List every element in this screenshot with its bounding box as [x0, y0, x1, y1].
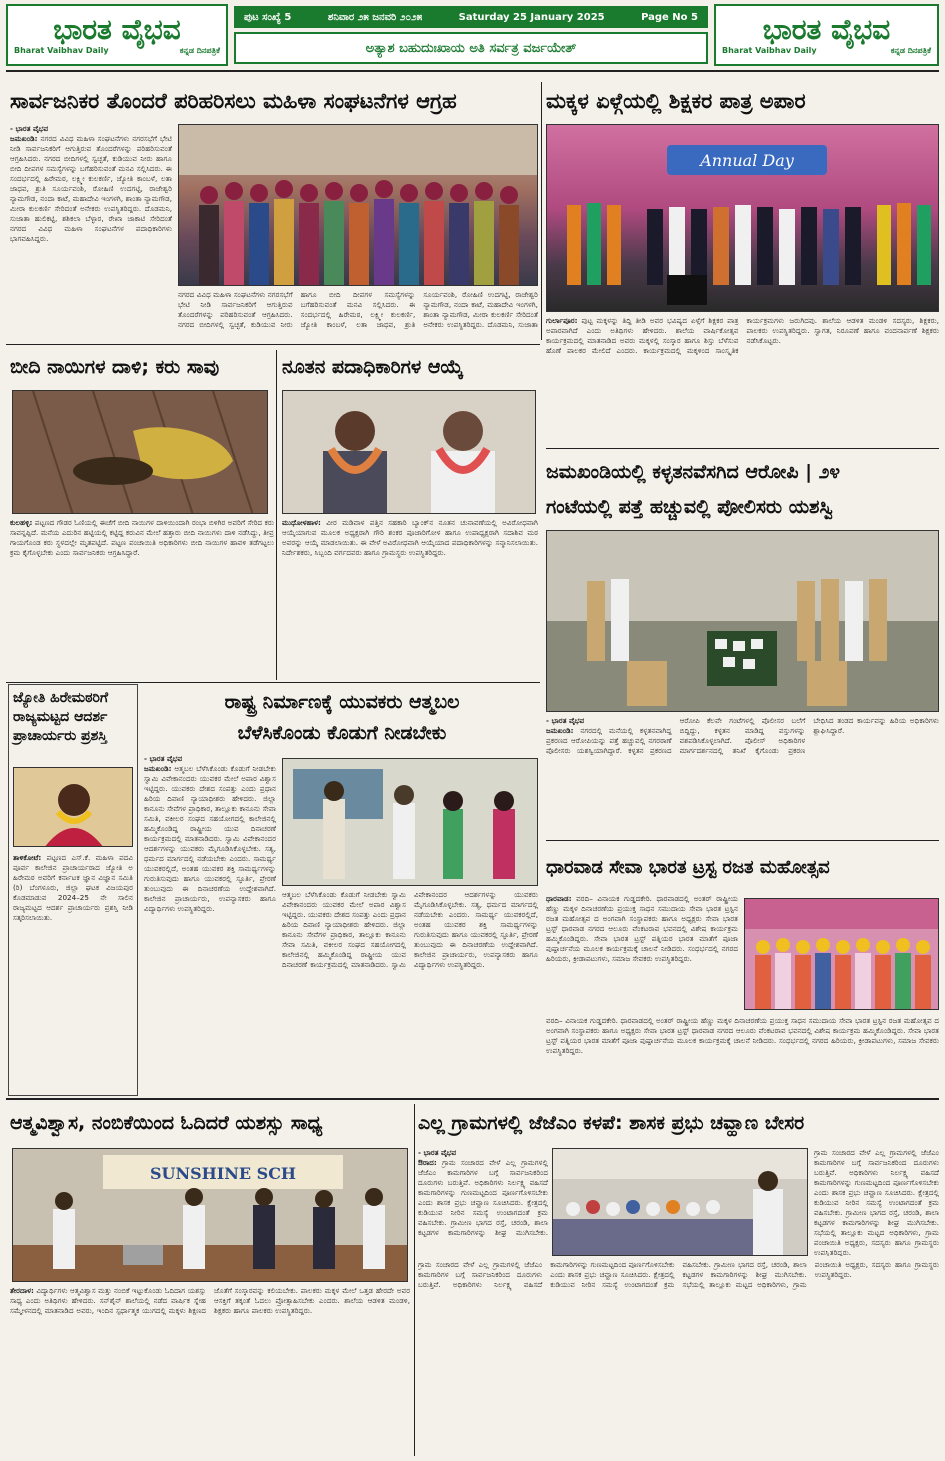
masthead-title-right: ಭಾರತ ವೈಭವ — [762, 13, 891, 46]
article-6-photo — [13, 767, 133, 847]
article-10-byline: - ಭಾರತ ವೈಭವ — [418, 1148, 457, 1157]
article-10-headline: ಎಲ್ಲ ಗ್ರಾಮಗಳಲ್ಲಿ ಜೆಜೆಎಂ ಕಳಪೆ: ಶಾಸಕ ಪ್ರಭು ಚವ್ಹಾಣ ಬೇಸರ — [418, 1112, 805, 1134]
article-7-headline — [144, 686, 540, 748]
article-4-headline: ನೂತನ ಪದಾಧಿಕಾರಿಗಳ ಆಯ್ಕೆ — [282, 356, 464, 378]
issue-meta-bar — [234, 6, 708, 28]
school-function-stage-photo — [13, 1149, 408, 1282]
article-10-body-a: - ಭಾರತ ವೈಭವ ಔರಾದ: ಗ್ರಾಮ ಸಂಚಾರದ ವೇಳೆ ಎಲ್ಲ ಗ್ರಾಮಗಳಲ್ಲಿ ಜೆಜೆಎಂ ಕಾಮಗಾರಿಗಳ ಬಗ್ಗೆ ಸಾರ್ವಜನಿಕರಿಂದ ದೂರುಗಳು ಬರುತ್ತಿವೆ. ಅಧಿಕಾರಿಗಳು ನಿರ್ಲಕ್ಷ್ಯ ವಹಿಸದೆ ಕಾಮಗಾರಿಗಳನ್ನು ಗುಣಮಟ್ಟದಿಂದ ಪೂರ್ಣಗೊಳಿಸಬೇಕು ಎಂದು ಶಾಸಕ ಪ್ರಭು ಚವ್ಹಾಣ ಸೂಚಿಸಿದರು. ಕ್ಷೇತ್ರದಲ್ಲಿ ಕುಡಿಯುವ ನೀರಿನ ಸಮಸ್ಯೆ ಉಂಟಾಗದಂತೆ ಕ್ರಮ ವಹಿಸಬೇಕು. ಗ್ರಾಮೀಣ ಭಾಗದ ರಸ್ತೆ, ಚರಂಡಿ, ಶಾಲಾ ಕಟ್ಟಡಗಳ ಕಾಮಗಾರಿಗಳನ್ನು ಶೀಘ್ರ ಮುಗಿಸಬೇಕು. — [418, 1148, 548, 1237]
divider-right-1 — [546, 448, 939, 449]
date-en: Saturday 25 January 2025 — [458, 11, 605, 23]
rajata-mahotsava-group-photo — [745, 899, 939, 1010]
col-divider-bottom — [414, 1104, 415, 1456]
article-1-byline: - ಭಾರತ ವೈಭವ — [10, 124, 49, 133]
col-divider-mid — [276, 350, 277, 680]
article-3-body: ಕುಲಹಳ್ಳಿ: ಪಟ್ಟಣದ ಗೌಡರ ಓಣಿಯಲ್ಲಿ ಈಚೆಗೆ ಬೀದಿ ನಾಯಿಗಳ ದಾಳಿಯಿಂದಾಗಿ ರಂಭಾ ಬಿಳಿಗಿರ ಅವರಿಗೆ ಸೇರಿದ ಕರು ಸಾವನ್ನಪ್ಪಿದೆ. ಮನೆಯ ಎದುರಿನ ಹಟ್ಟಿಯಲ್ಲಿ ಕಟ್ಟಿದ್ದ ಕರುವಿನ ಮೇಲೆ ಹತ್ತಾರು ಬೀದಿ ನಾಯಿಗಳು ದಾಳಿ ನಡೆಸಿದ್ದು, ತೀವ್ರ ಗಾಯಗೊಂಡ ಕರು ಸ್ಥಳದಲ್ಲೇ ಮೃತಪಟ್ಟಿದೆ. ಪಟ್ಟಣ ಪಂಚಾಯಿತಿ ಅಧಿಕಾರಿಗಳು ಬೀದಿ ನಾಯಿಗಳ ಹಾವಳಿ ತಡೆಗಟ್ಟಲು ಕ್ರಮ ಕೈಗೊಳ್ಳಬೇಕು ಎಂದು ಸಾರ್ವಜನಿಕರು ಆಗ್ರಹಿಸಿದ್ದಾರೆ. — [10, 518, 274, 557]
masthead-subtitle-en-right: Bharat Vaibhav Daily — [722, 46, 817, 55]
sunshine-school-banner: SUNSHINE SCH — [149, 1164, 297, 1183]
article-8-headline: ಧಾರವಾಡ ಸೇವಾ ಭಾರತ ಟ್ರಸ್ಟ ರಜತ ಮಹೋತ್ಸವ — [546, 856, 830, 878]
article-1-body-continued: ನಗರದ ವಿವಿಧ ಮಹಿಳಾ ಸಂಘಟನೆಗಳು ನಗರಸಭೆಗೆ ಭೇಟಿ ನೀಡಿ ಸಾರ್ವಜನಿಕರಿಗೆ ಆಗುತ್ತಿರುವ ತೊಂದರೆಗಳನ್ನು ಪರಿಹರಿಸುವಂತೆ ಆಗ್ರಹಿಸಿದರು. ನಗರದ ಬೀದಿಗಳಲ್ಲಿ ಸ್ವಚ್ಛತೆ, ಕುಡಿಯುವ ನೀರು ಹಾಗೂ ಬೀದಿ ದೀಪಗಳ ಸಮಸ್ಯೆಗಳನ್ನು ಬಗೆಹರಿಸುವಂತೆ ಮನವಿ ಸಲ್ಲಿಸಿದರು. ಈ ಸಂದರ್ಭದಲ್ಲಿ ಹಿರೇಮಠ, ಲಕ್ಷ್ಮೀ ಕುಲಕರ್ಣಿ, ಜ್ಯೋತಿ ಕಾಂಬಳೆ, ಲತಾ ಜಾಧವ, ಶ್ರುತಿ ಸೂರ್ಯವಂಶಿ, ರೋಹಿಣಿ ಉದಗಟ್ಟಿ, ರಾಜೇಶ್ವರಿ ನ್ಯಾಮಗೌಡ, ನಂದಾ ಕಾಟೆ, ಮಹಾದೇವಿ ಇಂಗಳಗಿ, ಶಾಂತಾ ನ್ಯಾಮಗೌಡ, ಮೀರಾ ಕುಲಕರ್ಣಿ ಸೇರಿದಂತೆ ಅನೇಕರು ಉಪಸ್ಥಿತರಿದ್ದರು. ದೊಡಮನಿ, ಸುಜಾತಾ — [178, 290, 538, 329]
article-1-headline: ಸಾರ್ವಜನಿಕರ ತೊಂದರೆ ಪರಿಹರಿಸಲು ಮಹಿಳಾ ಸಂಘಟನೆಗಳ ಆಗ್ರಹ — [10, 88, 457, 113]
article-5-headline — [546, 454, 939, 524]
article-10-body-b: ಗ್ರಾಮ ಸಂಚಾರದ ವೇಳೆ ಎಲ್ಲ ಗ್ರಾಮಗಳಲ್ಲಿ ಜೆಜೆಎಂ ಕಾಮಗಾರಿಗಳ ಬಗ್ಗೆ ಸಾರ್ವಜನಿಕರಿಂದ ದೂರುಗಳು ಬರುತ್ತಿವೆ. ಅಧಿಕಾರಿಗಳು ನಿರ್ಲಕ್ಷ್ಯ ವಹಿಸದೆ ಕಾಮಗಾರಿಗಳನ್ನು ಗುಣಮಟ್ಟದಿಂದ ಪೂರ್ಣಗೊಳಿಸಬೇಕು ಎಂದು ಶಾಸಕ ಪ್ರಭು ಚವ್ಹಾಣ ಸೂಚಿಸಿದರು. ಕ್ಷೇತ್ರದಲ್ಲಿ ಕುಡಿಯುವ ನೀರಿನ ಸಮಸ್ಯೆ ಉಂಟಾಗದಂತೆ ಕ್ರಮ ವಹಿಸಬೇಕು. ಗ್ರಾಮೀಣ ಭಾಗದ ರಸ್ತೆ, ಚರಂಡಿ, ಶಾಲಾ ಕಟ್ಟಡಗಳ ಕಾಮಗಾರಿಗಳನ್ನು ಶೀಘ್ರ ಮುಗಿಸಬೇಕು. ಸಭೆಯಲ್ಲಿ ತಾಲ್ಲೂಕು ಮಟ್ಟದ ಅಧಿಕಾರಿಗಳು, ಗ್ರಾಮ ಪಂಚಾಯಿತಿ ಅಧ್ಯಕ್ಷರು, ಸದಸ್ಯರು ಹಾಗೂ ಗ್ರಾಮಸ್ಥರು ಉಪಸ್ಥಿತರಿದ್ದರು. — [814, 1148, 939, 1256]
masthead-subtitle-kn-right: ಕನ್ನಡ ದಿನಪತ್ರಿಕೆ — [890, 46, 931, 55]
article-8-photo — [744, 898, 939, 1010]
article-9-body: ತೇರದಾಳ: ವಿದ್ಯಾರ್ಥಿಗಳು ಆತ್ಮವಿಶ್ವಾಸ ಮತ್ತು ನಂಬಿಕೆ ಇಟ್ಟುಕೊಂಡು ಓದಿದಾಗ ಯಶಸ್ಸು ಸಾಧ್ಯ ಎಂದು ಅತಿಥಿಗಳು ಹೇಳಿದರು. ಸನ್‌ಶೈನ್ ಶಾಲೆಯಲ್ಲಿ ನಡೆದ ವಾರ್ಷಿಕ ಸ್ನೇಹ ಸಮ್ಮೇಳನದಲ್ಲಿ ಮಾತನಾಡಿದ ಅವರು, ಇಂದಿನ ಸ್ಪರ್ಧಾತ್ಮಕ ಯುಗದಲ್ಲಿ ಮಕ್ಕಳು ಶಿಕ್ಷಣದ ಜೊತೆಗೆ ಸಂಸ್ಕಾರವನ್ನು ಕಲಿಯಬೇಕು. ಪಾಲಕರು ಮಕ್ಕಳ ಮೇಲೆ ಒತ್ತಡ ಹೇರದೇ ಅವರ ಆಸಕ್ತಿಗೆ ತಕ್ಕಂತೆ ಓದಲು ಪ್ರೋತ್ಸಾಹಿಸಬೇಕು ಎಂದರು. ಶಾಲೆಯ ಆಡಳಿತ ಮಂಡಳಿ, ಶಿಕ್ಷಕರು ಹಾಗೂ ಪಾಲಕರು ಉಪಸ್ಥಿತರಿದ್ದರು. — [10, 1286, 410, 1315]
masthead-logo-left — [6, 4, 228, 66]
divider-row-2 — [6, 682, 540, 683]
divider-row-3 — [6, 1098, 939, 1100]
article-7-headline-line2: ಬೆಳೆಸಿಕೊಂಡು ಕೊಡುಗೆ ನೀಡಬೇಕು — [237, 721, 447, 744]
article-7-headline-line1: ರಾಷ್ಟ್ರ ನಿರ್ಮಾಣಕ್ಕೆ ಯುವಕರು ಆತ್ಮಬಲ — [224, 690, 460, 713]
principal-portrait — [14, 768, 133, 847]
article-2-headline: ಮಕ್ಕಳ ಏಳ್ಗೆಯಲ್ಲಿ ಶಿಕ್ಷಕರ ಪಾತ್ರ ಅಪಾರ — [546, 88, 806, 113]
article-2-body: ಗುರ್ಲಾಪೂರ: ಪುಟ್ಟ ಮಕ್ಕಳನ್ನು ತಿದ್ದಿ ತೀಡಿ ಅವರ ಭವಿಷ್ಯದ ಏಳ್ಗೆಗೆ ಶಿಕ್ಷಕರ ಪಾತ್ರ ಅಪಾರವಾಗಿದೆ ಎಂದು ಅತಿಥಿಗಳು ಹೇಳಿದರು. ಶಾಲೆಯ ವಾರ್ಷಿಕೋತ್ಸವ ಕಾರ್ಯಕ್ರಮದಲ್ಲಿ ಮಾತನಾಡಿದ ಅವರು ಮಕ್ಕಳಲ್ಲಿ ಸಂಸ್ಕಾರ ಹಾಗೂ ಶಿಸ್ತು ಬೆಳೆಸುವ ಹೊಣೆ ಪಾಲಕರ ಮೇಲಿದೆ ಎಂದರು. ಕಾರ್ಯಕ್ರಮದಲ್ಲಿ ಮಕ್ಕಳಿಂದ ಸಾಂಸ್ಕೃತಿಕ ಕಾರ್ಯಕ್ರಮಗಳು ಜರುಗಿದವು. ಶಾಲೆಯ ಆಡಳಿತ ಮಂಡಳಿ ಸದಸ್ಯರು, ಶಿಕ್ಷಕರು, ಪಾಲಕರು ಉಪಸ್ಥಿತರಿದ್ದರು. ಸ್ವಾಗತ, ನಿರೂಪಣೆ ಹಾಗೂ ವಂದನಾರ್ಪಣೆ ಶಿಕ್ಷಕರು ನಡೆಸಿಕೊಟ್ಟರು. — [546, 316, 939, 355]
youth-day-event-photo — [283, 759, 538, 886]
article-5-headline-line2: ಗಂಟೆಯಲ್ಲಿ ಪತ್ತೆ ಹಚ್ಚುವಲ್ಲಿ ಪೋಲಿಸರು ಯಶಸ್ವಿ — [546, 495, 833, 518]
article-5-headline-line1: ಜಮಖಂಡಿಯಲ್ಲಿ ಕಳ್ಳತನವೆಸಗಿದ ಆರೋಪಿ | ೨೪ — [546, 460, 840, 483]
article-1-body-a — [10, 124, 172, 286]
article-5-dateline: ಜಮಖಂಡಿ: — [546, 726, 574, 735]
article-1-body: ನಗರದ ವಿವಿಧ ಮಹಿಳಾ ಸಂಘಟನೆಗಳು ನಗರಸಭೆಗೆ ಭೇಟಿ ನೀಡಿ ಸಾರ್ವಜನಿಕರಿಗೆ ಆಗುತ್ತಿರುವ ತೊಂದರೆಗಳನ್ನು ಪರಿಹರಿಸುವಂತೆ ಆಗ್ರಹಿಸಿದರು. ನಗರದ ಬೀದಿಗಳಲ್ಲಿ ಸ್ವಚ್ಛತೆ, ಕುಡಿಯುವ ನೀರು ಹಾಗೂ ಬೀದಿ ದೀಪಗಳ ಸಮಸ್ಯೆಗಳನ್ನು ಬಗೆಹರಿಸುವಂತೆ ಮನವಿ ಸಲ್ಲಿಸಿದರು. ಈ ಸಂದರ್ಭದಲ್ಲಿ ಹಿರೇಮಠ, ಲಕ್ಷ್ಮೀ ಕುಲಕರ್ಣಿ, ಜ್ಯೋತಿ ಕಾಂಬಳೆ, ಲತಾ ಜಾಧವ, ಶ್ರುತಿ ಸೂರ್ಯವಂಶಿ, ರೋಹಿಣಿ ಉದಗಟ್ಟಿ, ರಾಜೇಶ್ವರಿ ನ್ಯಾಮಗೌಡ, ನಂದಾ ಕಾಟೆ, ಮಹಾದೇವಿ ಇಂಗಳಗಿ, ಶಾಂತಾ ನ್ಯಾಮಗೌಡ, ಮೀರಾ ಕುಲಕರ್ಣಿ ಸೇರಿದಂತೆ ಅನೇಕರು ಉಪಸ್ಥಿತರಿದ್ದರು. ದೊಡಮನಿ, ಸುಜಾತಾ ಹುಲಿಕಟ್ಟಿ, ಶಶಿಕಲಾ ಬೆಳ್ಳಾರ, ರೇಖಾ ಜಾಕಾಟಿ ಸೇರಿದಂತೆ ನಗರದ ವಿವಿಧ ಮಹಿಳಾ ಸಂಘಟನೆಗಳ ಪದಾಧಿಕಾರಿಗಳು ಭಾಗವಹಿಸಿದ್ದರು. — [10, 134, 172, 243]
police-team-photo — [547, 531, 939, 712]
annual-day-stage-photo — [547, 125, 939, 312]
article-10-dateline: ಔರಾದ: — [418, 1158, 437, 1167]
article-5-body: - ಭಾರತ ವೈಭವ ಜಮಖಂಡಿ: ನಗರದಲ್ಲಿ ಮನೆಯಲ್ಲಿ ಕಳ್ಳತನವಾಗಿದ್ದ ಪ್ರಕರಣದ ಆರೋಪಿಯನ್ನು ಪತ್ತೆ ಹಚ್ಚುವಲ್ಲಿ ನಗರಠಾಣೆ ಪೊಲೀಸರು ಯಶಸ್ವಿಯಾಗಿದ್ದಾರೆ. ಕಳ್ಳತನ ಪ್ರಕರಣದ ಆರೋಪಿ ಕೆಲವೇ ಗಂಟೆಗಳಲ್ಲಿ ಪೊಲೀಸರ ಬಲೆಗೆ ಬಿದ್ದಿದ್ದು, ಕಳ್ಳತನ ಮಾಡಿದ್ದ ವಸ್ತುಗಳನ್ನು ವಶಪಡಿಸಿಕೊಳ್ಳಲಾಗಿದೆ. ಪೊಲೀಸ್ ಅಧಿಕಾರಿಗಳ ಮಾರ್ಗದರ್ಶನದಲ್ಲಿ ತನಿಖೆ ಕೈಗೊಂಡು ಪ್ರಕರಣ ಬೇಧಿಸಿದ ತಂಡದ ಕಾರ್ಯವನ್ನು ಹಿರಿಯ ಅಧಿಕಾರಿಗಳು ಶ್ಲಾಘಿಸಿದ್ದಾರೆ. — [546, 716, 939, 755]
article-8-body-a: ಧಾರವಾಡ: ವರದಿ– ವಿನಾಯಕ ಗುಡ್ಡದಕೇರಿ. ಧಾರವಾಡದಲ್ಲಿ ಅಂತರ್ ರಾಷ್ಟ್ರೀಯ ಹೆಣ್ಣು ಮಕ್ಕಳ ದಿನಾಚರಣೆಯ ಪ್ರಯುಕ್ತ ಸಾಧನ ಸಮುದಾಯ ಸೇವಾ ಭಾರತ ಟ್ರಸ್ಟಿನ ರಜತ ಮಹೋತ್ಸವ ದ ಅಂಗವಾಗಿ ಸಂಸ್ಥಾಪಕರು ಹಾಗೂ ಅಧ್ಯಕ್ಷರು ಸೇವಾ ಭಾರತ ಟ್ರಸ್ಟ್ ಧಾರವಾಡ ನಗರದ ಆಲೂರು ವೆಂಕಟರಾವ ಭವನದಲ್ಲಿ ವಿಶೇಷ ಕಾರ್ಯಕ್ರಮ ಹಮ್ಮಿಕೊಂಡಿದ್ದರು. ಸೇವಾ ಭಾರತ ಟ್ರಸ್ಟ್ ಪತ್ನಿಯರ ಭಾರತ ಮಾತೆಗೆ ಪೂಜಾ ಪುಷ್ಪಾರ್ಚನೆಯ ಮೂಲಕ ಕಾರ್ಯಕ್ರಮಕ್ಕೆ ಚಾಲನೆ ನೀಡಿದರು. ಸಂಧರ್ಭದಲ್ಲಿ ನಗರದ ಹಿರಿಯರು, ಕ್ರೀಡಾಪಟುಗಳು, ಸಮಾಜ ಸೇವಕರು ಉಪಸ್ಥಿತರಿದ್ದರು. — [546, 894, 738, 963]
article-1-photo — [178, 124, 538, 286]
article-7-byline: - ಭಾರತ ವೈಭವ — [144, 754, 183, 763]
masthead-rule — [6, 70, 939, 72]
col-divider-top — [541, 82, 542, 340]
article-2-dateline: ಗುರ್ಲಾಪೂರ: — [546, 316, 578, 325]
article-9-dateline: ತೇರದಾಳ: — [10, 1286, 34, 1295]
group-photo-women — [179, 125, 538, 286]
divider-right-2 — [546, 840, 939, 841]
article-8-body-b: ವರದಿ– ವಿನಾಯಕ ಗುಡ್ಡದಕೇರಿ. ಧಾರವಾಡದಲ್ಲಿ ಅಂತರ್ ರಾಷ್ಟ್ರೀಯ ಹೆಣ್ಣು ಮಕ್ಕಳ ದಿನಾಚರಣೆಯ ಪ್ರಯುಕ್ತ ಸಾಧನ ಸಮುದಾಯ ಸೇವಾ ಭಾರತ ಟ್ರಸ್ಟಿನ ರಜತ ಮಹೋತ್ಸವ ದ ಅಂಗವಾಗಿ ಸಂಸ್ಥಾಪಕರು ಹಾಗೂ ಅಧ್ಯಕ್ಷರು ಸೇವಾ ಭಾರತ ಟ್ರಸ್ಟ್ ಧಾರವಾಡ ನಗರದ ಆಲೂರು ವೆಂಕಟರಾವ ಭವನದಲ್ಲಿ ವಿಶೇಷ ಕಾರ್ಯಕ್ರಮ ಹಮ್ಮಿಕೊಂಡಿದ್ದರು. ಸೇವಾ ಭಾರತ ಟ್ರಸ್ಟ್ ಪತ್ನಿಯರ ಭಾರತ ಮಾತೆಗೆ ಪೂಜಾ ಪುಷ್ಪಾರ್ಚನೆಯ ಮೂಲಕ ಕಾರ್ಯಕ್ರಮಕ್ಕೆ ಚಾಲನೆ ನೀಡಿದರು. ಸಂಧರ್ಭದಲ್ಲಿ ನಗರದ ಹಿರಿಯರು, ಕ್ರೀಡಾಪಟುಗಳು, ಸಮಾಜ ಸೇವಕರು ಉಪಸ್ಥಿತರಿದ್ದರು. — [546, 1016, 939, 1055]
calf-carcass-photo — [13, 391, 268, 514]
page-number: Page No 5 — [641, 11, 698, 23]
masthead-logo-right — [714, 4, 939, 66]
annual-day-banner: Annual Day — [700, 151, 794, 170]
article-3-headline: ಬೀದಿ ನಾಯಿಗಳ ದಾಳಿ; ಕರು ಸಾವು — [10, 356, 220, 378]
article-3-dateline: ಕುಲಹಳ್ಳಿ: — [10, 518, 33, 527]
article-2-photo — [546, 124, 939, 312]
article-9-headline: ಆತ್ಮವಿಶ್ವಾಸ, ನಂಬಿಕೆಯಿಂದ ಓದಿದರೆ ಯಶಸ್ಸು ಸಾಧ್ಯ — [10, 1112, 323, 1134]
divider-row-1 — [6, 344, 540, 345]
mla-meeting-photo — [553, 1149, 808, 1256]
article-6-headline: ಜ್ಯೋತಿ ಹಿರೇಮಠರಿಗೆ ರಾಜ್ಯಮಟ್ಟದ ಆದರ್ಶ ಪ್ರಾಚಾರ್ಯರು ಪ್ರಶಸ್ತಿ — [13, 690, 109, 744]
article-6-body: ತಾಳಿಕೋಟೆ: ಪಟ್ಟಣದ ಎಸ್.ಕೆ. ಮಹಿಳಾ ಪದವಿ ಪೂರ್ವ ಕಾಲೇಜಿನ ಪ್ರಾಚಾರ್ಯರಾದ ಜ್ಯೋತಿ ಅ ಹಿರೇಮಠ ಅವರಿಗೆ ಕರ್ನಾಟಕ ಜ್ಞಾನ ವಿಜ್ಞಾನ ಸಮಿತಿ (ರಿ) ಬೆಂಗಳೂರು, ಜಿಲ್ಲಾ ಘಟಕ ವಿಜಯಪುರ ಕೊಡಮಾಡುವ 2024–25 ನೇ ಸಾಲಿನ ರಾಜ್ಯಮಟ್ಟದ ಆದರ್ಶ ಪ್ರಾಚಾರ್ಯರು ಪ್ರಶಸ್ತಿ ನೀಡಿ ಸತ್ಕರಿಸಲಾಯಿತು. — [13, 853, 133, 922]
article-7-body-a: - ಭಾರತ ವೈಭವ ಜಮಖಂಡಿ: ಆತ್ಮಬಲ ಬೆಳೆಸಿಕೊಂಡು ಕೊಡುಗೆ ನೀಡಬೇಕು ಸ್ವಾಮಿ ವಿವೇಕಾನಂದರು ಯುವಕರ ಮೇಲೆ ಅಪಾರ ವಿಶ್ವಾಸ ಇಟ್ಟಿದ್ದರು. ಯುವಕರು ದೇಶದ ಸಂಪತ್ತು ಎಂದು ಪ್ರಧಾನ ಹಿರಿಯ ದಿವಾಣಿ ನ್ಯಾಯಾಧೀಶರು ಹೇಳಿದರು. ಜಿಲ್ಲಾ ಕಾನೂನು ಸೇವೆಗಳ ಪ್ರಾಧಿಕಾರ, ತಾಲ್ಲೂಕು ಕಾನೂನು ಸೇವಾ ಸಮಿತಿ, ವಕೀಲರ ಸಂಘದ ಸಹಯೋಗದಲ್ಲಿ ಕಾಲೇಜಿನಲ್ಲಿ ಹಮ್ಮಿಕೊಂಡಿದ್ದ ರಾಷ್ಟ್ರೀಯ ಯುವ ದಿನಾಚರಣೆ ಕಾರ್ಯಕ್ರಮದಲ್ಲಿ ಮಾತನಾಡಿದರು. ಸ್ವಾಮಿ ವಿವೇಕಾನಂದರ ಆದರ್ಶಗಳನ್ನು ಯುವಕರು ಮೈಗೂಡಿಸಿಕೊಳ್ಳಬೇಕು. ಸತ್ಯ, ಧರ್ಮದ ಮಾರ್ಗದಲ್ಲಿ ನಡೆಯಬೇಕು ಎಂದರು. ಸಾಮರ್ಥ್ಯ ಯುವಕರಲ್ಲಿದೆ, ಅಂತಹ ಯುವಕರ ಶಕ್ತಿ ಸಾಮರ್ಥ್ಯಗಳನ್ನು ಗುರುತಿಸುವುದು ಹಾಗೂ ಯುವಕರಲ್ಲಿ ಸ್ಫೂರ್ತಿ, ಪ್ರೇರಣೆ ತುಂಬುವುದು ಈ ದಿನಾಚರಣೆಯ ಉದ್ದೇಶವಾಗಿದೆ. ಕಾಲೇಜಿನ ಪ್ರಾಚಾರ್ಯರು, ಉಪನ್ಯಾಸಕರು ಹಾಗೂ ವಿದ್ಯಾರ್ಥಿಗಳು ಉಪಸ್ಥಿತರಿದ್ದರು. — [144, 754, 276, 913]
masthead-subtitle-kn: ಕನ್ನಡ ದಿನಪತ್ರಿಕೆ — [179, 46, 220, 55]
article-3-photo — [12, 390, 268, 514]
article-4-dateline: ಮುಧೋಳಹಾಳ: — [282, 518, 321, 527]
article-7-dateline: ಜಮಖಂಡಿ: — [144, 764, 172, 773]
article-9-photo — [12, 1148, 408, 1282]
article-5-photo — [546, 530, 939, 712]
date-kn: ಶನಿವಾರ ೨೫ ಜನವರಿ ೨೦೨೫ — [327, 11, 423, 23]
masthead-subtitle-en: Bharat Vaibhav Daily — [14, 46, 109, 55]
officials-portrait-photo — [283, 391, 536, 514]
article-6-dateline: ತಾಳಿಕೋಟೆ: — [13, 853, 42, 862]
masthead-title: ಭಾರತ ವೈಭವ — [53, 13, 181, 46]
article-4-photo — [282, 390, 536, 514]
article-8-dateline: ಧಾರವಾಡ: — [546, 894, 572, 903]
article-1-body-b — [178, 290, 538, 338]
article-10-body-c: ಗ್ರಾಮ ಸಂಚಾರದ ವೇಳೆ ಎಲ್ಲ ಗ್ರಾಮಗಳಲ್ಲಿ ಜೆಜೆಎಂ ಕಾಮಗಾರಿಗಳ ಬಗ್ಗೆ ಸಾರ್ವಜನಿಕರಿಂದ ದೂರುಗಳು ಬರುತ್ತಿವೆ. ಅಧಿಕಾರಿಗಳು ನಿರ್ಲಕ್ಷ್ಯ ವಹಿಸದೆ ಕಾಮಗಾರಿಗಳನ್ನು ಗುಣಮಟ್ಟದಿಂದ ಪೂರ್ಣಗೊಳಿಸಬೇಕು ಎಂದು ಶಾಸಕ ಪ್ರಭು ಚವ್ಹಾಣ ಸೂಚಿಸಿದರು. ಕ್ಷೇತ್ರದಲ್ಲಿ ಕುಡಿಯುವ ನೀರಿನ ಸಮಸ್ಯೆ ಉಂಟಾಗದಂತೆ ಕ್ರಮ ವಹಿಸಬೇಕು. ಗ್ರಾಮೀಣ ಭಾಗದ ರಸ್ತೆ, ಚರಂಡಿ, ಶಾಲಾ ಕಟ್ಟಡಗಳ ಕಾಮಗಾರಿಗಳನ್ನು ಶೀಘ್ರ ಮುಗಿಸಬೇಕು. ಸಭೆಯಲ್ಲಿ ತಾಲ್ಲೂಕು ಮಟ್ಟದ ಅಧಿಕಾರಿಗಳು, ಗ್ರಾಮ ಪಂಚಾಯಿತಿ ಅಧ್ಯಕ್ಷರು, ಸದಸ್ಯರು ಹಾಗೂ ಗ್ರಾಮಸ್ಥರು ಉಪಸ್ಥಿತರಿದ್ದರು. — [418, 1260, 939, 1289]
page-count-kn: ಪುಟ ಸಂಖ್ಯೆ 5 — [244, 11, 292, 23]
article-1-dateline: ಜಮಖಂಡಿ: — [10, 134, 38, 143]
article-5-byline: - ಭಾರತ ವೈಭವ — [546, 716, 585, 725]
motto-banner: ಅತ್ಯಾಶ ಬಹುದುಃಖಾಯ ಅತಿ ಸರ್ವತ್ರ ವರ್ಜಯೇತ್ — [234, 32, 708, 64]
article-7-body-b: ಆತ್ಮಬಲ ಬೆಳೆಸಿಕೊಂಡು ಕೊಡುಗೆ ನೀಡಬೇಕು ಸ್ವಾಮಿ ವಿವೇಕಾನಂದರು ಯುವಕರ ಮೇಲೆ ಅಪಾರ ವಿಶ್ವಾಸ ಇಟ್ಟಿದ್ದರು. ಯುವಕರು ದೇಶದ ಸಂಪತ್ತು ಎಂದು ಪ್ರಧಾನ ಹಿರಿಯ ದಿವಾಣಿ ನ್ಯಾಯಾಧೀಶರು ಹೇಳಿದರು. ಜಿಲ್ಲಾ ಕಾನೂನು ಸೇವೆಗಳ ಪ್ರಾಧಿಕಾರ, ತಾಲ್ಲೂಕು ಕಾನೂನು ಸೇವಾ ಸಮಿತಿ, ವಕೀಲರ ಸಂಘದ ಸಹಯೋಗದಲ್ಲಿ ಕಾಲೇಜಿನಲ್ಲಿ ಹಮ್ಮಿಕೊಂಡಿದ್ದ ರಾಷ್ಟ್ರೀಯ ಯುವ ದಿನಾಚರಣೆ ಕಾರ್ಯಕ್ರಮದಲ್ಲಿ ಮಾತನಾಡಿದರು. ಸ್ವಾಮಿ ವಿವೇಕಾನಂದರ ಆದರ್ಶಗಳನ್ನು ಯುವಕರು ಮೈಗೂಡಿಸಿಕೊಳ್ಳಬೇಕು. ಸತ್ಯ, ಧರ್ಮದ ಮಾರ್ಗದಲ್ಲಿ ನಡೆಯಬೇಕು ಎಂದರು. ಸಾಮರ್ಥ್ಯ ಯುವಕರಲ್ಲಿದೆ, ಅಂತಹ ಯುವಕರ ಶಕ್ತಿ ಸಾಮರ್ಥ್ಯಗಳನ್ನು ಗುರುತಿಸುವುದು ಹಾಗೂ ಯುವಕರಲ್ಲಿ ಸ್ಫೂರ್ತಿ, ಪ್ರೇರಣೆ ತುಂಬುವುದು ಈ ದಿನಾಚರಣೆಯ ಉದ್ದೇಶವಾಗಿದೆ. ಕಾಲೇಜಿನ ಪ್ರಾಚಾರ್ಯರು, ಉಪನ್ಯಾಸಕರು ಹಾಗೂ ವಿದ್ಯಾರ್ಥಿಗಳು ಉಪಸ್ಥಿತರಿದ್ದರು. — [282, 890, 538, 969]
article-10-photo — [552, 1148, 808, 1256]
article-7-photo — [282, 758, 538, 886]
article-4-body: ಮುಧೋಳಹಾಳ: ವೀರ ಮಡಿವಾಳ ಪತ್ತಿನ ಸಹಕಾರಿ ಬ್ಯಾಂಕ್‌ನ ನೂತನ ಚುನಾವಣೆಯಲ್ಲಿ ಅವಿರೋಧವಾಗಿ ಆಯ್ಕೆಯಾಗುವ ಮೂಲಕ ಅಧ್ಯಕ್ಷರಾಗಿ ಗೌರಿ ಶಂಕರ ಪೂಜಾರಿಗೋಳ ಹಾಗೂ ಉಪಾಧ್ಯಕ್ಷರಾಗಿ ಸದಾಶಿವ ಮಠ ಅವರನ್ನು ಆಯ್ಕೆ ಮಾಡಲಾಯಿತು. ಈ ವೇಳೆ ಅವಿರೋಧವಾಗಿ ಆಯ್ಕೆಯಾದ ಪದಾಧಿಕಾರಿಗಳನ್ನು ಸನ್ಮಾನಿಸಲಾಯಿತು. ನಿರ್ದೇಶಕರು, ಸಿಬ್ಬಂದಿ ವರ್ಗದವರು ಹಾಗೂ ಗ್ರಾಮಸ್ಥರು ಉಪಸ್ಥಿತರಿದ್ದರು. — [282, 518, 538, 557]
article-6-box — [8, 684, 138, 1096]
